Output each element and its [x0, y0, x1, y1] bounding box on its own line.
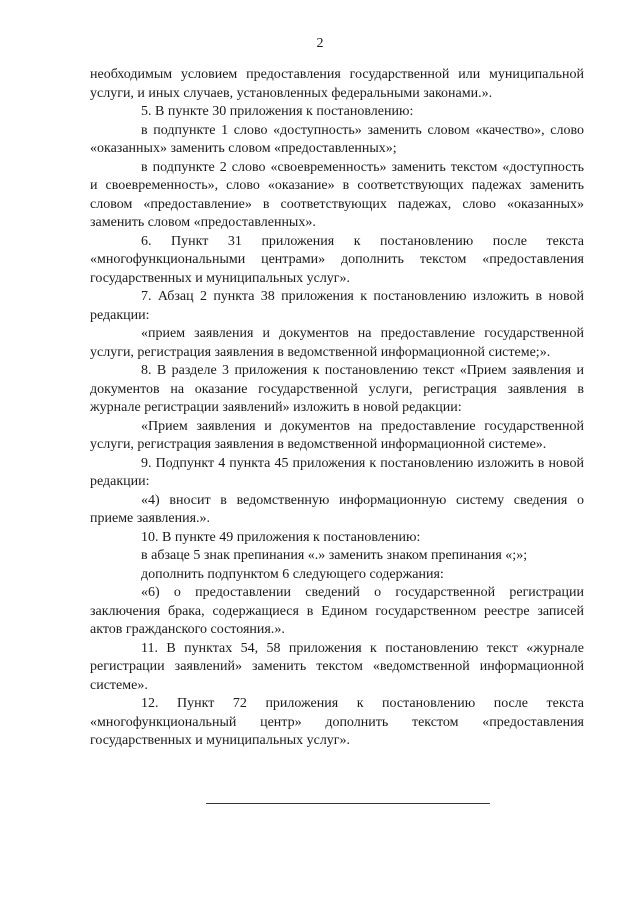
paragraph-item-6: 6. Пункт 31 приложения к постановлению после текста «многофункциональными центрами» дополнить текстом «предоставления государственных и муниципальных услуг».	[90, 233, 584, 286]
paragraph-item-5: 5. В пункте 30 приложения к постановлению:	[141, 104, 414, 119]
paragraph-item-5-sub-2: в подпункте 2 слово «своевременность» заменить текстом «доступность и своевременность», слово «оказание» в соответствующих падежах заменить словом «предоставление» в соответствующих падежах, слово «оказанных» заменить словом «предоставленных».	[90, 159, 584, 230]
page-number: 2	[316, 36, 324, 51]
paragraph-item-10: 10. В пункте 49 приложения к постановлению:	[141, 529, 421, 545]
paragraph-item-10-sub-2: дополнить подпунктом 6 следующего содержания:	[141, 566, 444, 582]
paragraph-item-8-quote: «Прием заявления и документов на предоставление государственной услуги, регистрация заявления в ведомственной информационной системе».	[90, 418, 584, 452]
paragraph-item-7: 7. Абзац 2 пункта 38 приложения к постановлению изложить в новой редакции:	[90, 289, 584, 323]
paragraph-item-11: 11. В пунктах 54, 58 приложения к постановлению текст «журнале регистрации заявлений» заменить текстом «ведомственной информационной системе».	[90, 640, 584, 693]
paragraph-continuation: необходимым условием предоставления государственной или муниципальной услуги, и иных случаев, установленных федеральными законами.».	[90, 67, 584, 101]
end-divider-line	[206, 803, 490, 804]
paragraph-item-10-sub-1: в абзаце 5 знак препинания «.» заменить знаком препинания «;»;	[141, 548, 528, 563]
paragraph-item-5-sub-1: в подпункте 1 слово «доступность» заменить словом «качество», слово «оказанных» заменить словом «предоставленных»;	[90, 122, 584, 156]
paragraph-item-7-quote: «прием заявления и документов на предоставление государственной услуги, регистрация заявления в ведомственной информационной системе;».	[90, 326, 584, 360]
paragraph-item-9-quote: «4) вносит в ведомственную информационную систему сведения о приеме заявления.».	[90, 492, 584, 526]
paragraph-item-9: 9. Подпункт 4 пункта 45 приложения к постановлению изложить в новой редакции:	[90, 455, 584, 489]
paragraph-item-8: 8. В разделе 3 приложения к постановлению текст «Прием заявления и документов на оказание государственной услуги, регистрация заявления в журнале регистрации заявлений» изложить в новой редакции:	[90, 363, 584, 415]
document-body	[90, 66, 584, 751]
paragraph-item-10-quote: «6) о предоставлении сведений о государственной регистрации заключения брака, содержащиеся в Едином государственном реестре записей актов гражданского состояния.».	[90, 585, 584, 637]
paragraph-item-12: 12. Пункт 72 приложения к постановлению после текста «многофункциональный центр» дополнить текстом «предоставления государственных и муниципальных услуг».	[90, 696, 584, 748]
